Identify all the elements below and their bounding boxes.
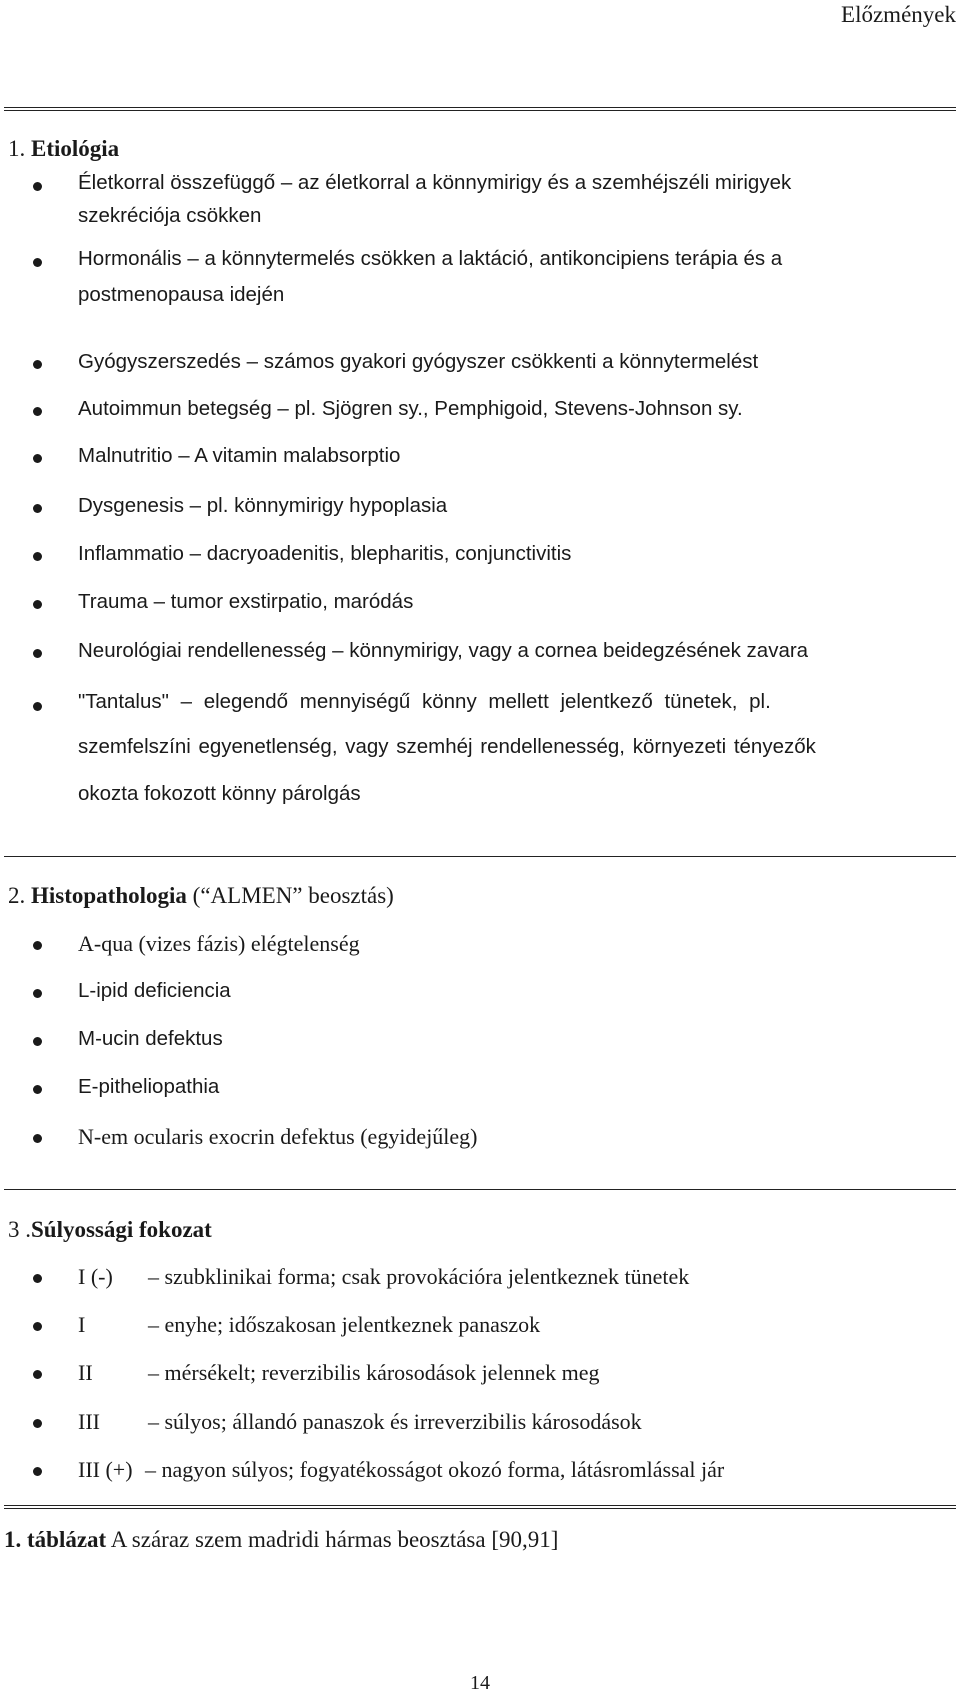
bullet-icon — [33, 649, 42, 658]
bullet-icon — [33, 1322, 42, 1331]
bullet-icon — [33, 1037, 42, 1046]
list-item-text-cont: postmenopausa idején — [78, 283, 285, 306]
bullet-icon — [33, 1370, 42, 1379]
severity-code: I (-) — [78, 1264, 113, 1289]
list-item-text: Neurológiai rendellenesség – könnymirigy, vagy a cornea beidegzésének zavara — [78, 639, 809, 662]
list-item-text: Malnutritio – A vitamin malabsorptio — [78, 444, 401, 467]
bullet-icon — [33, 1134, 42, 1143]
bullet-icon — [33, 1419, 42, 1428]
section-divider — [4, 856, 956, 857]
bullet-icon — [33, 454, 42, 463]
list-item-text: Hormonális – a könnytermelés csökken a laktáció, antikoncipiens terápia és a — [78, 247, 783, 270]
bullet-icon — [33, 702, 42, 711]
table-caption — [4, 1527, 558, 1553]
bullet-icon — [33, 360, 42, 369]
list-item-text: L-ipid deficiencia — [78, 979, 231, 1002]
list-item-text: Inflammatio – dacryoadenitis, blepharitis, conjunctivitis — [78, 542, 572, 565]
section-2-heading — [8, 883, 394, 909]
list-item-text: M-ucin defektus — [78, 1027, 223, 1050]
list-item-text-cont: szekréciója csökken — [78, 204, 262, 227]
bullet-icon — [33, 941, 42, 950]
severity-description: – súlyos; állandó panaszok és irreverzibilis károsodások — [148, 1409, 642, 1434]
table-caption-label: 1. táblázat — [4, 1527, 107, 1552]
section-2-subtitle: (“ALMEN” beosztás) — [192, 883, 394, 908]
bullet-icon — [33, 1467, 42, 1476]
severity-description: – szubklinikai forma; csak provokációra jelentkeznek tünetek — [148, 1264, 690, 1289]
severity-code: II — [78, 1360, 93, 1385]
table-bottom-divider — [4, 1505, 956, 1509]
list-item-text: N-em ocularis exocrin defektus (egyidejűleg) — [78, 1124, 478, 1149]
bullet-icon — [33, 600, 42, 609]
bullet-icon — [33, 182, 42, 191]
severity-description: – mérsékelt; reverzibilis károsodások jelennek meg — [148, 1360, 600, 1385]
section-1-number: 1. — [8, 136, 26, 161]
list-item-text: A-qua (vizes fázis) elégtelenség — [78, 931, 360, 956]
bullet-icon — [33, 1085, 42, 1094]
list-item-text: Trauma – tumor exstirpatio, maródás — [78, 590, 414, 613]
section-3-heading — [8, 1217, 212, 1243]
list-item-text: Dysgenesis – pl. könnymirigy hypoplasia — [78, 494, 448, 517]
list-item-text: E-pitheliopathia — [78, 1075, 220, 1098]
list-item-text: Életkorral összefüggő – az életkorral a könnymirigy és a szemhéjszéli mirigyek — [78, 171, 792, 194]
severity-description: – enyhe; időszakosan jelentkeznek panaszok — [148, 1312, 541, 1337]
list-item-text: Autoimmun betegség – pl. Sjögren sy., Pemphigoid, Stevens-Johnson sy. — [78, 397, 743, 420]
section-divider — [4, 1189, 956, 1190]
list-item-text-cont: okozta fokozott könny párolgás — [78, 782, 361, 805]
section-3-title: Súlyossági fokozat — [31, 1217, 212, 1242]
severity-code: III — [78, 1409, 100, 1434]
severity-description: – nagyon súlyos; fogyatékosságot okozó forma, látásromlással jár — [145, 1457, 725, 1482]
section-2-title: Histopathologia — [31, 883, 187, 908]
bullet-icon — [33, 504, 42, 513]
bullet-icon — [33, 258, 42, 267]
severity-code: I — [78, 1312, 86, 1337]
bullet-icon — [33, 1274, 42, 1283]
page-header-title: Előzmények — [841, 2, 956, 27]
severity-code: III (+) — [78, 1457, 133, 1482]
list-item-text-cont: szemfelszíni egyenetlenség, vagy szemhéj rendellenesség, környezeti tényezők — [78, 735, 816, 758]
bullet-icon — [33, 552, 42, 561]
table-caption-text: A száraz szem madridi hármas beosztása [90,91] — [110, 1527, 559, 1552]
section-1-heading — [8, 136, 119, 162]
list-item-text: Gyógyszerszedés – számos gyakori gyógyszer csökkenti a könnytermelést — [78, 350, 759, 373]
bullet-icon — [33, 989, 42, 998]
section-3-number: 3 . — [8, 1217, 31, 1242]
section-2-number: 2. — [8, 883, 26, 908]
page-number: 14 — [470, 1672, 490, 1694]
bullet-icon — [33, 407, 42, 416]
list-item-text: "Tantalus" – elegendő mennyiségű könny mellett jelentkező tünetek, pl. — [78, 690, 771, 713]
header-divider — [4, 107, 956, 111]
section-1-title: Etiológia — [31, 136, 120, 161]
